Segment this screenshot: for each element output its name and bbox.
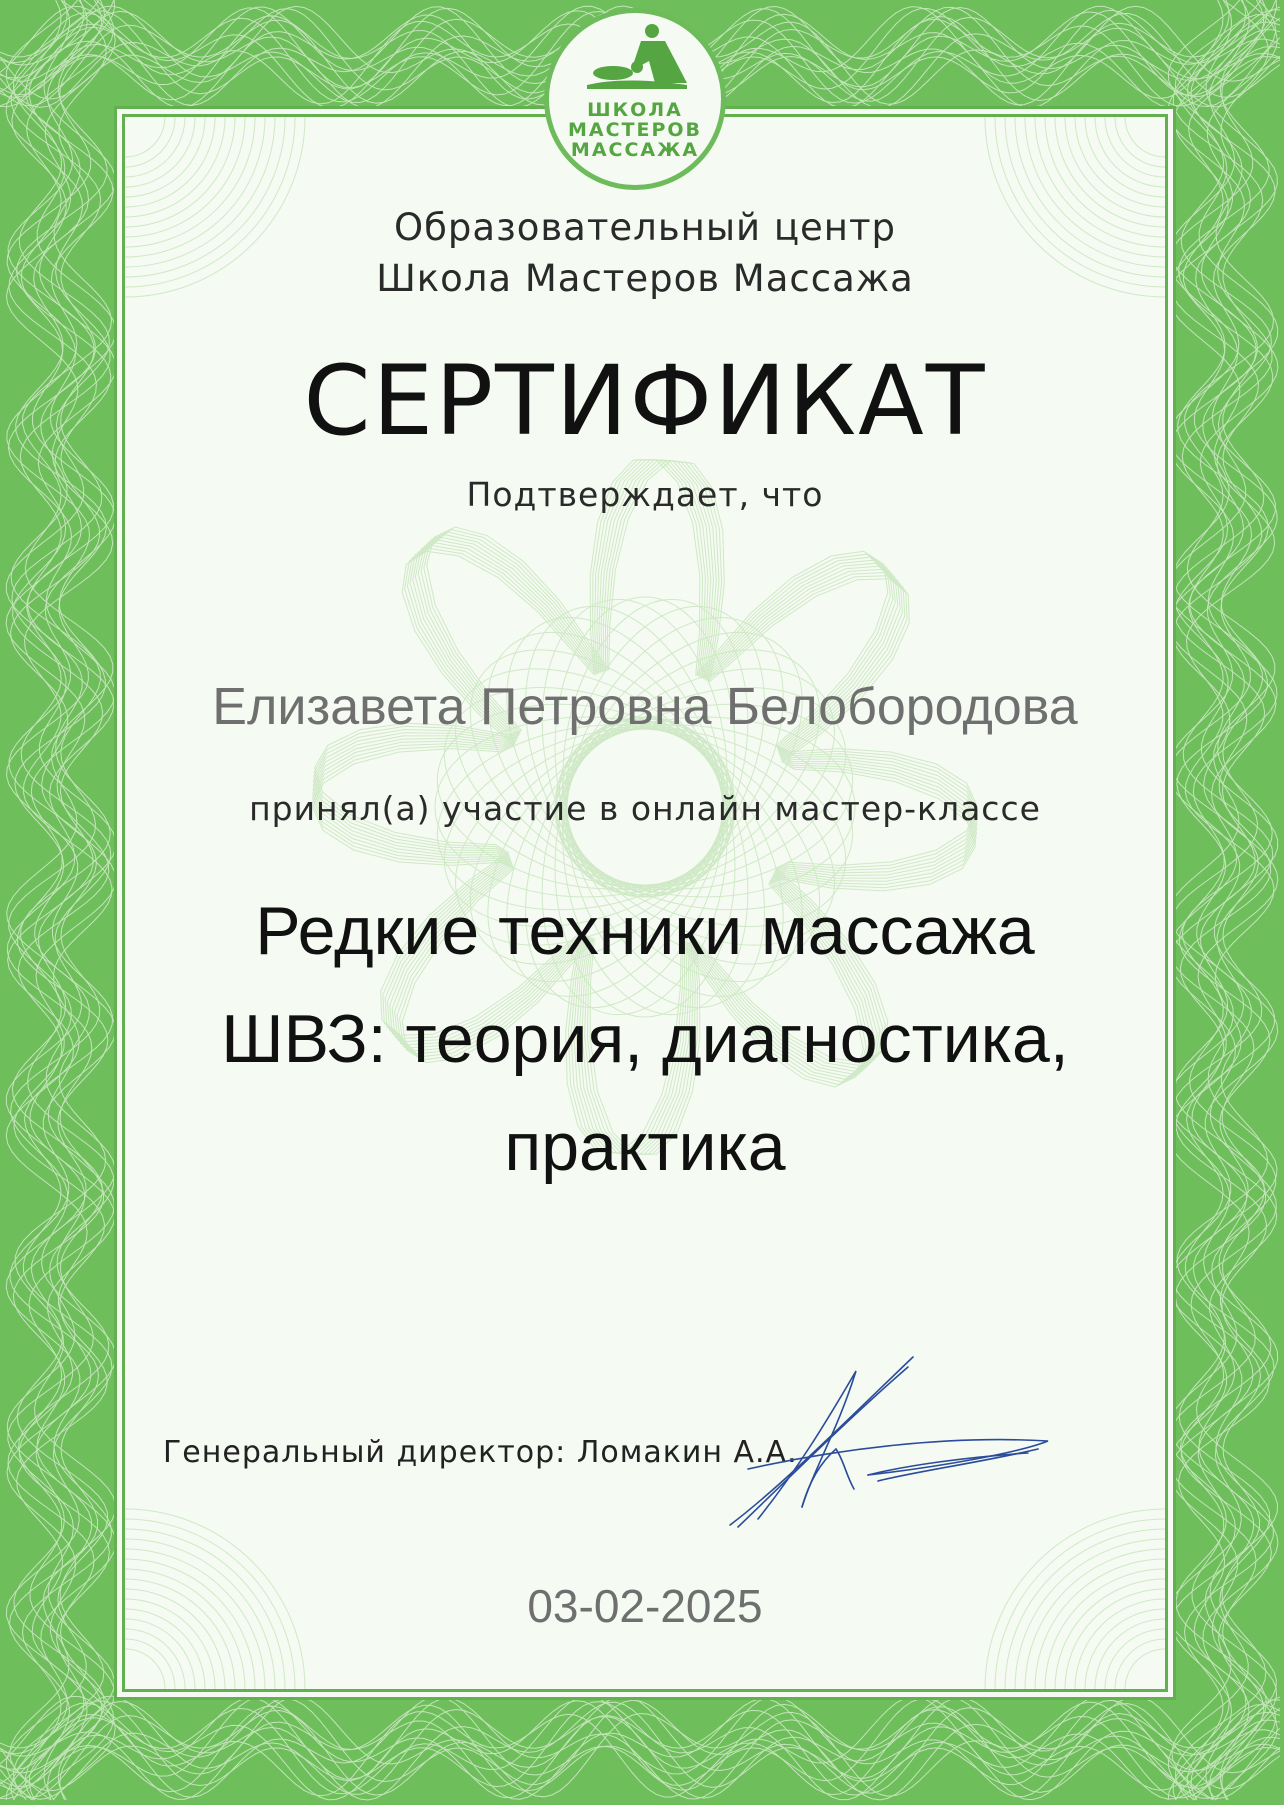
certificate-panel: [122, 114, 1168, 1692]
logo-text-line-1: ШКОЛА: [587, 99, 683, 121]
school-logo: [544, 8, 726, 190]
director-signature-line: Генеральный директор: Ломакин А.А.: [163, 1435, 798, 1470]
logo-text-line-3: МАССАЖА: [570, 139, 700, 161]
participation-text: принял(а) участие в онлайн мастер-классе: [249, 789, 1041, 828]
issue-date: 03-02-2025: [527, 1580, 763, 1632]
handwritten-signature: [718, 1349, 1058, 1539]
recipient-name: Елизавета Петровна Белобородова: [212, 678, 1078, 736]
logo-text-line-2: МАСТЕРОВ: [567, 119, 703, 141]
certificate-title: СЕРТИФИКАТ: [303, 345, 987, 457]
massage-figure-icon: [583, 21, 693, 99]
course-title: Редкие техники массажа ШВЗ: теория, диагностика, практика: [221, 893, 1069, 1185]
organization-line-1: Образовательный центр: [393, 206, 897, 249]
organization-line-2: Школа Мастеров Массажа: [376, 257, 914, 300]
confirms-text: Подтверждает, что: [466, 475, 824, 514]
